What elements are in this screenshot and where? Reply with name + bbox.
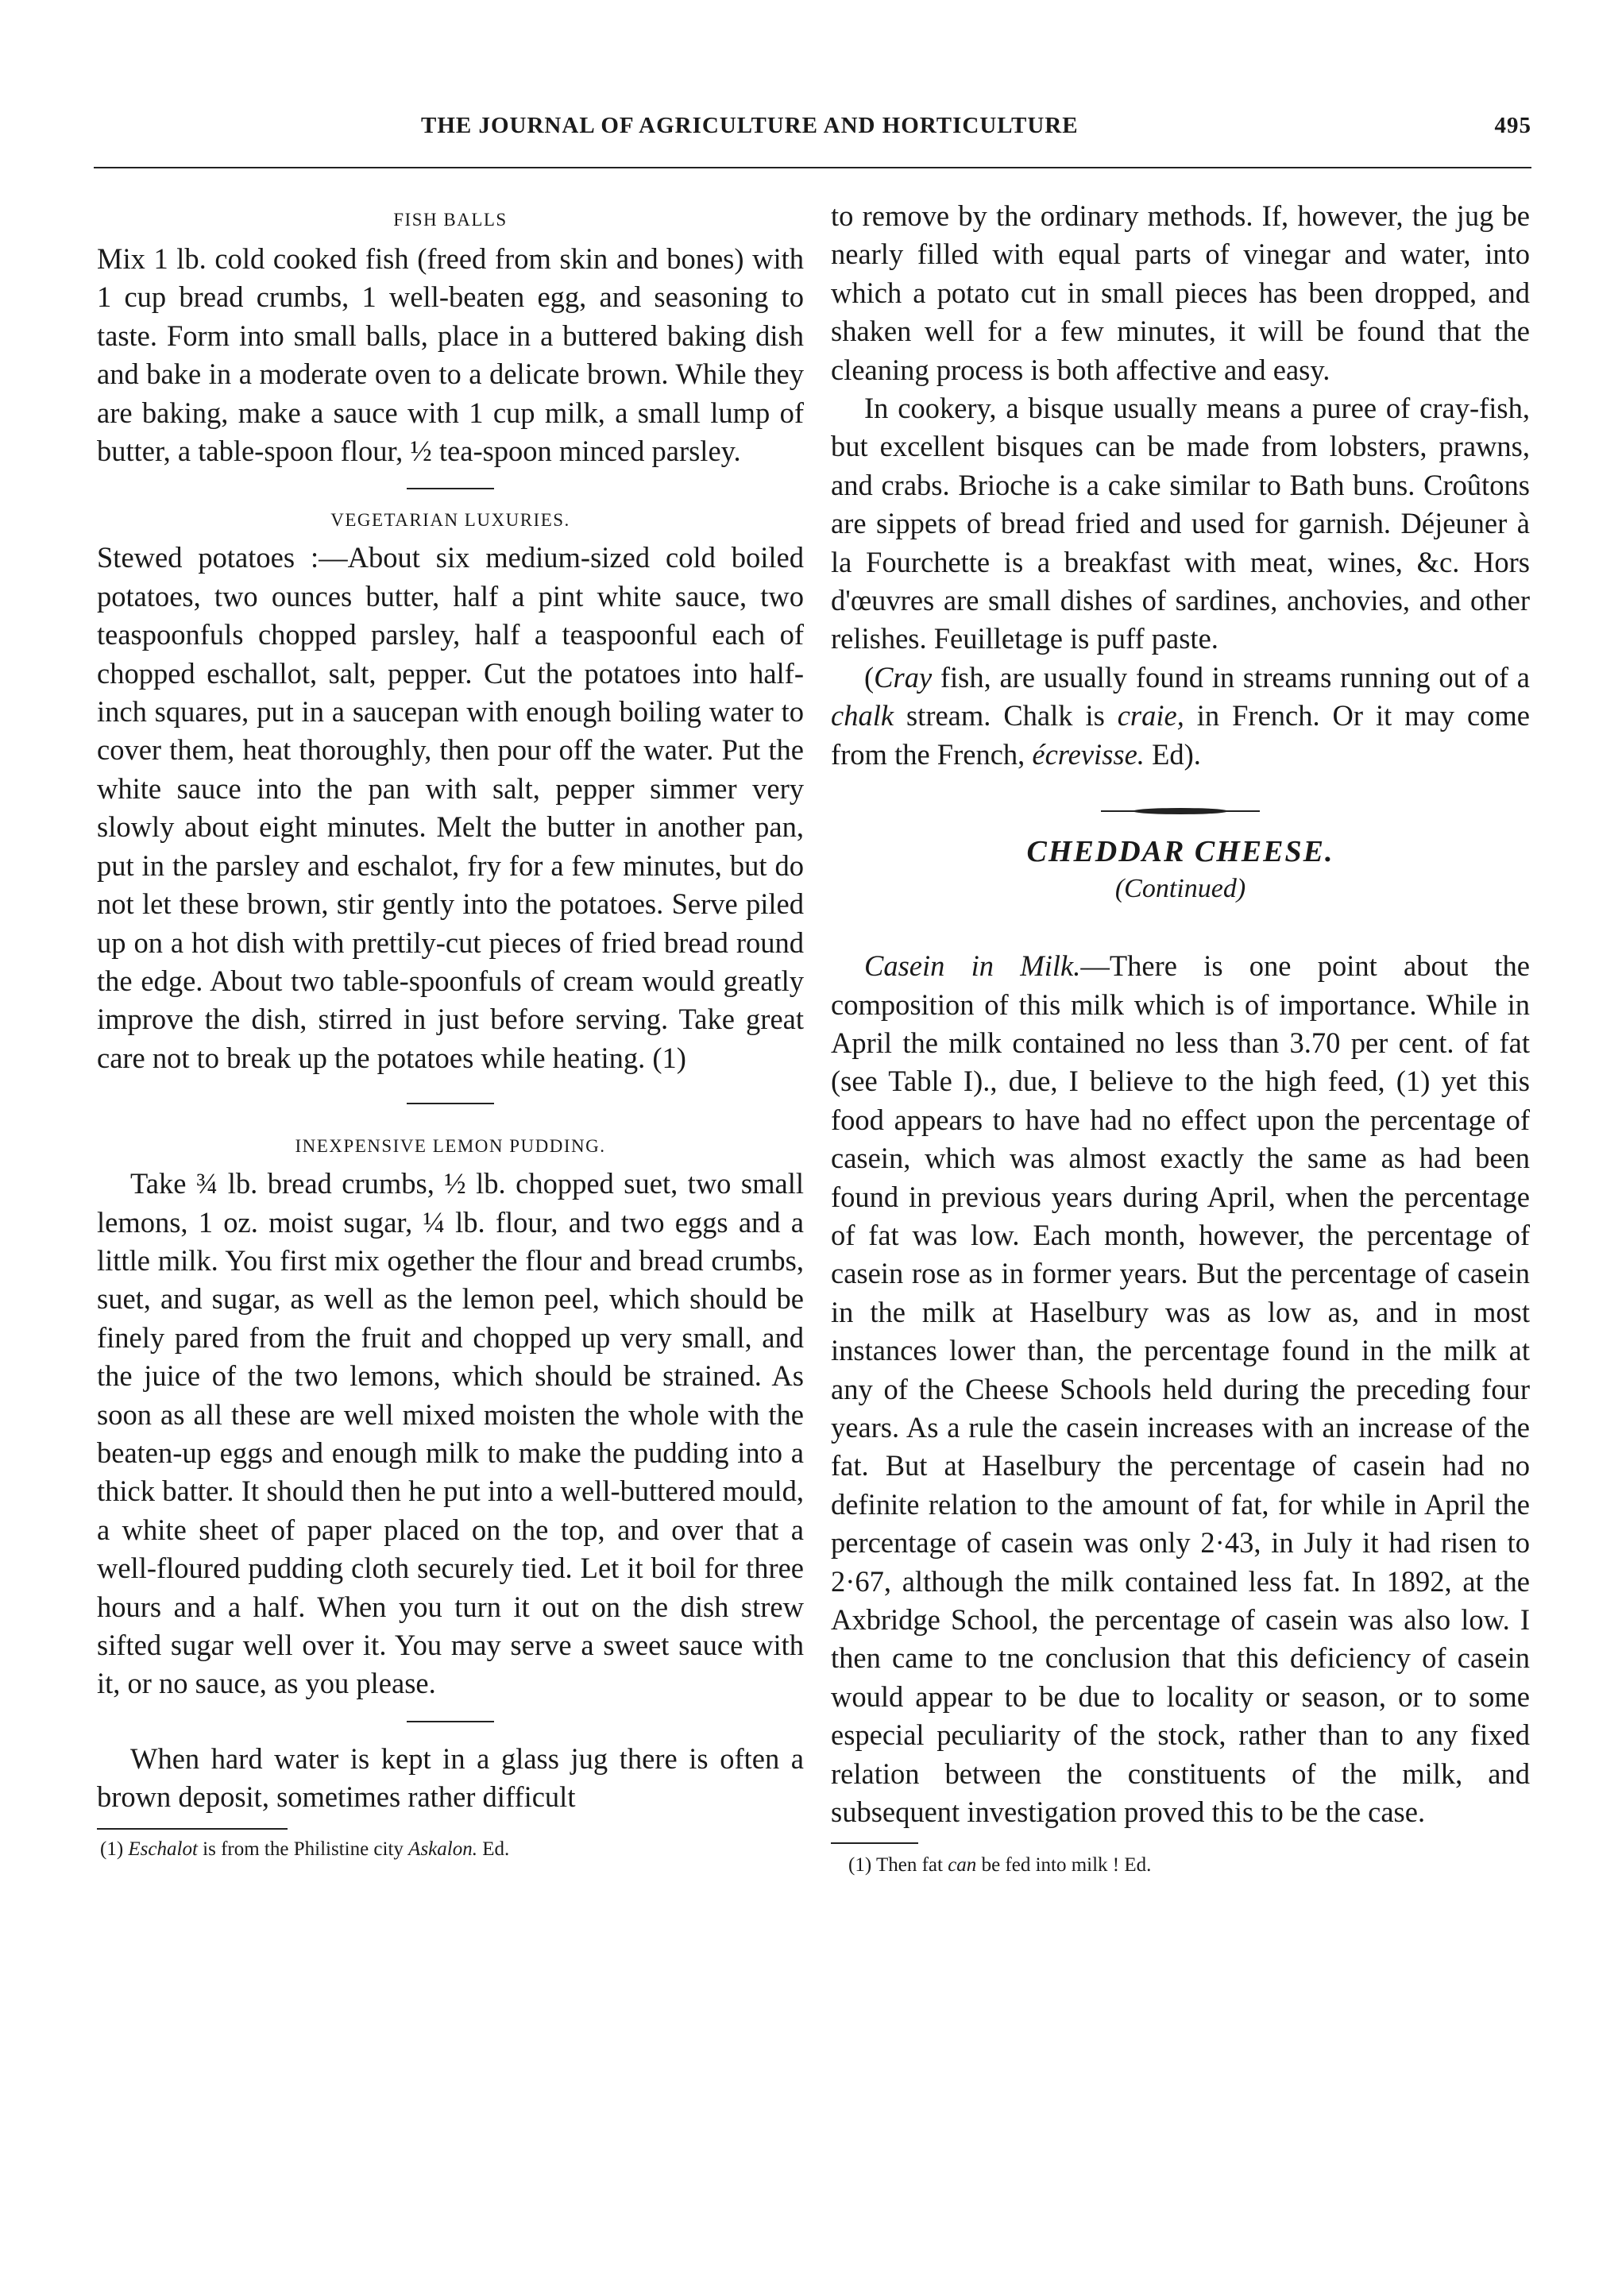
footnote-text: is from the Philistine city xyxy=(203,1838,404,1860)
running-header xyxy=(94,113,1531,145)
word-ecrevisse: écrevisse. xyxy=(1032,737,1145,771)
vegetarian-text: Stewed potatoes :—About six medium-sized cold boiled potatoes, two ounces butter, half a pint white sauce, two teaspoonfuls chopped parsley, half a teaspoonful each of chopped eschallot, salt, pepper. Cut the potatoes into half-inch squares, put in a saucepan with enough boiling water to cover them, heat thoroughly, then pour off the water. Put the white sauce into the pan with salt, pepper simmer very slowly about eight minutes. Melt the butter in another pan, put in the parsley and eschalot, fry for a few minutes, but do not let these brown, stir gently into the potatoes. Serve piled up on a hot dish with prettily-cut pieces of fried bread round the edge. About two table-spoonfuls of cream would greatly improve the dish, stirred in just before serving. Take great care not to break up the potatoes while heating. (1) xyxy=(97,541,804,1074)
word-chalk: chalk xyxy=(831,699,894,732)
paren-open: ( xyxy=(864,660,875,694)
word-cray: Cray xyxy=(874,660,933,694)
footnote-number: (1) xyxy=(100,1838,124,1860)
footnote-text: be fed into milk ! xyxy=(981,1854,1120,1877)
section-divider xyxy=(407,488,494,489)
footnote-text: Then fat xyxy=(875,1854,943,1877)
note-part: in French. Or it may come from the French, xyxy=(831,699,1530,771)
hard-water-text: When hard water is kept in a glass jug there is often a brown deposit, sometimes rather difficult xyxy=(97,1741,804,1814)
footnote-number: (1) xyxy=(848,1854,872,1877)
footnote-term: Eschalot xyxy=(128,1838,198,1860)
footnote-rule xyxy=(97,1828,288,1830)
cookery-text: In cookery, a bisque usually means a puree of cray-fish, but excellent bisques can be made from lobsters, prawns, and crabs. Brioche is a cake similar to Bath buns. Croûtons are sippets of bread fried and used for garnish. Déjeuner à la Fourchette is a breakfast with meat, wines, &c. Hors d'œuvres are small dishes of sardines, anchovies, and other relishes. Feuilletage is puff paste. xyxy=(831,392,1530,655)
right-column xyxy=(831,191,1530,1877)
lemon-pudding-text: Take ¾ lb. bread crumbs, ½ lb. chopped suet, two small lemons, 1 oz. moist sugar, ¼ lb. flour, and two eggs and a little milk. You first mix ogether the flour and bread crumbs, suet, and sugar, as well as the lemon peel, which should be finely pared from the fruit and chopped up very small, and the juice of the two lemons, which should be strained. As soon as all these are well mixed moisten the whole with the beaten-up eggs and enough milk to make the pudding into a thick batter. It should then he put into a well-buttered mould, a white sheet of paper placed on the top, and over that a well-floured pudding cloth securely tied. Let it boil for three hours and a half. When you turn it out on the dish strew sifted sugar well over it. You may serve a sweet sauce with it, or no sauce, as you please. xyxy=(97,1167,804,1700)
lemon-pudding-heading: INEXPENSIVE LEMON PUDDING. xyxy=(295,1136,606,1157)
footnote-left xyxy=(97,1838,804,1861)
hard-water-continued: to remove by the ordinary methods. If, however, the jug be nearly filled with equal parts of vinegar and water, into which a potato cut in small pieces has been dropped, and shaken well for a few minutes, it will be found that the cleaning process is both affective and easy. xyxy=(831,199,1530,386)
footnote-right xyxy=(831,1853,1530,1877)
editor-note xyxy=(831,659,1530,774)
note-part: stream. Chalk is xyxy=(894,699,1118,732)
footnote-editor: Ed. xyxy=(1124,1854,1152,1877)
footnote-editor: Ed. xyxy=(482,1838,510,1860)
cheddar-subheading: (Continued) xyxy=(1114,874,1246,904)
footnote-rule xyxy=(831,1842,918,1844)
ornament-swell xyxy=(1133,808,1228,814)
footnote-city: Askalon. xyxy=(408,1838,477,1860)
journal-title: THE JOURNAL OF AGRICULTURE AND HORTICULTURE xyxy=(421,113,1079,138)
note-part: Ed). xyxy=(1144,737,1201,771)
cheddar-text xyxy=(831,947,1530,1831)
fish-balls-text: Mix 1 lb. cold cooked fish (freed from skin and bones) with 1 cup bread crumbs, 1 well-beaten egg, and seasoning to taste. Form into small balls, place in a buttered baking dish and bake in a moderate oven to a delicate brown. While they are baking, make a sauce with 1 cup milk, a small lump of butter, a table-spoon flour, ½ tea-spoon minced parsley. xyxy=(97,242,804,468)
section-divider xyxy=(407,1721,494,1722)
footnote-emphasis: can xyxy=(948,1854,977,1877)
casein-lead: Casein in Milk. xyxy=(864,949,1081,983)
cheddar-body: —There is one point about the composition of this milk which is of importance. While in April the milk contained no less than 3.70 per cent. of fat (see Table I)., due, I believe to the high feed, (1) yet this food appears to have had no effect upon the percentage of casein, which was almost exactly the same as had been found in previous years during April, when the percentage of fat was low. Each month, however, the percentage of casein rose as in former years. But the percentage of casein in the milk at Haselbury was as low as, and in most instances lower than, the percentage found in the milk at any of the Cheese Schools held during the preceding four years. As a rule the casein increases with an increase of the fat. But at Haselbury the percentage of casein had no definite relation to the amount of fat, for while in April the percentage of casein was only 2·43, in July it had risen to 2·67, although the milk contained less fat. In 1892, at the Axbridge School, the percentage of casein was also low. I then came to tne conclusion that this deficiency of casein would appear to be due to locality or season, or to some especial peculiarity of the stock, rather than to any fixed relation between the constituents of the milk, and subsequent investigation proved this to be the case. xyxy=(831,949,1530,1829)
ornamental-divider xyxy=(1101,806,1260,817)
fish-balls-heading: FISH BALLS xyxy=(393,210,508,230)
cheddar-heading: CHEDDAR CHEESE. xyxy=(1026,835,1334,869)
vegetarian-heading: VEGETARIAN LUXURIES. xyxy=(330,510,570,531)
section-divider xyxy=(407,1103,494,1104)
header-rule xyxy=(94,167,1531,168)
note-part: fish, are usually found in streams running out of a xyxy=(932,660,1530,694)
page-number: 495 xyxy=(1494,113,1531,138)
word-craie: craie, xyxy=(1117,699,1184,732)
left-column xyxy=(97,191,804,1861)
